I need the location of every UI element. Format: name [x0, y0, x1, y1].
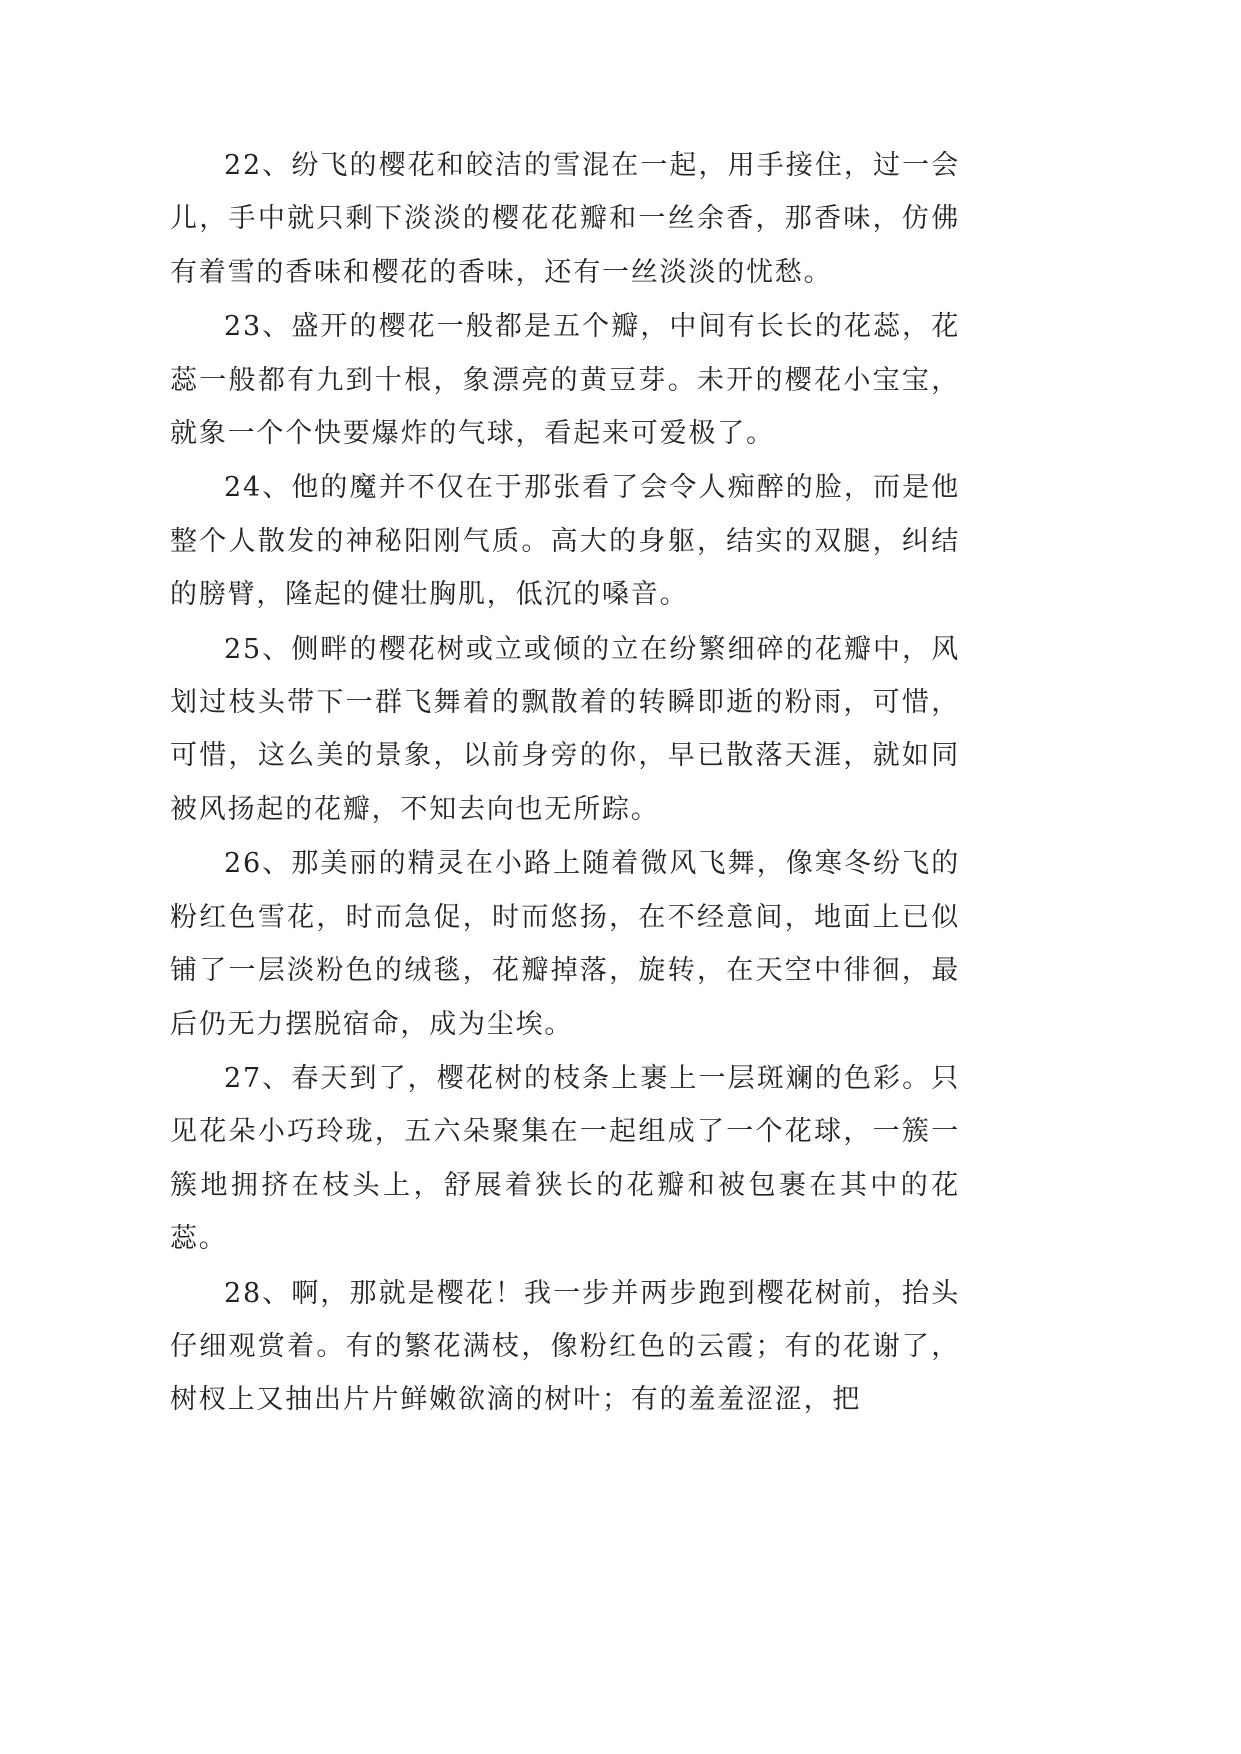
paragraph-26: 26、那美丽的精灵在小路上随着微风飞舞，像寒冬纷飞的粉红色雪花，时而急促，时而悠扬，在不经意间，地面上已似铺了一层淡粉色的绒毯，花瓣掉落，旋转，在天空中徘徊，最后仍无力摆脱宿命，成为尘埃。 [170, 848, 960, 1040]
paragraph-24: 24、他的魔并不仅在于那张看了会令人痴醉的脸，而是他整个人散发的神秘阳刚气质。高大的身躯，结实的双腿，纠结的膀臂，隆起的健壮胸肌，低沉的嗓音。 [170, 472, 960, 611]
document-body [170, 139, 960, 1428]
paragraph-28: 28、啊，那就是樱花！我一步并两步跑到樱花树前，抬头仔细观赏着。有的繁花满枝，像粉红色的云霞；有的花谢了，树杈上又抽出片片鲜嫩欲滴的树叶；有的羞羞涩涩，把 [170, 1277, 960, 1416]
paragraph-25: 25、侧畔的樱花树或立或倾的立在纷繁细碎的花瓣中，风划过枝头带下一群飞舞着的飘散着的转瞬即逝的粉雨，可惜，可惜，这么美的景象，以前身旁的你，早已散落天涯，就如同被风扬起的花瓣，不知去向也无所踪。 [170, 633, 960, 825]
paragraph-27: 27、春天到了，樱花树的枝条上裹上一层斑斓的色彩。只见花朵小巧玲珑，五六朵聚集在一起组成了一个花球，一簇一簇地拥挤在枝头上，舒展着狭长的花瓣和被包裹在其中的花蕊。 [170, 1062, 960, 1255]
paragraph-22: 22、纷飞的樱花和皎洁的雪混在一起，用手接住，过一会儿，手中就只剩下淡淡的樱花花瓣和一丝余香，那香味，仿佛有着雪的香味和樱花的香味，还有一丝淡淡的忧愁。 [170, 150, 960, 288]
paragraph-23: 23、盛开的樱花一般都是五个瓣，中间有长长的花蕊，花蕊一般都有九到十根，象漂亮的黄豆芽。未开的樱花小宝宝，就象一个个快要爆炸的气球，看起来可爱极了。 [170, 311, 960, 450]
